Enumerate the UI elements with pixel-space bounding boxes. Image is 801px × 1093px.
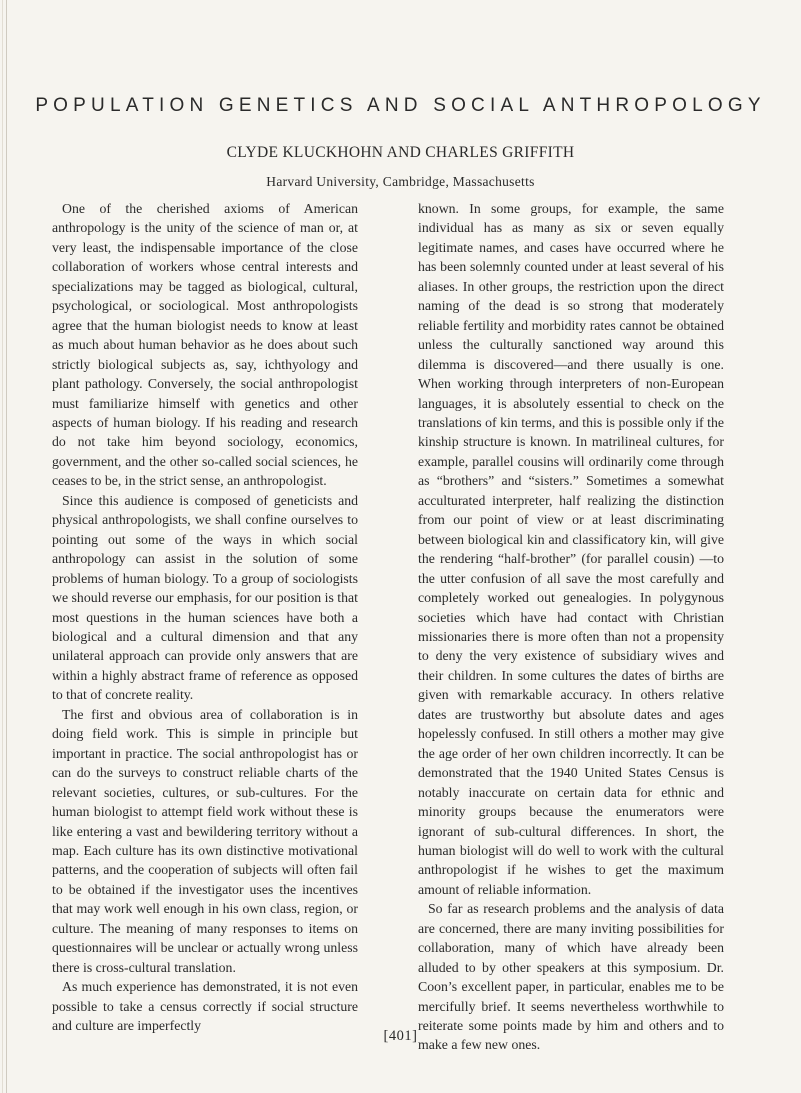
paragraph: So far as research problems and the analysis of data are concerned, there are many inviting possibilities for collaboration, many of which have already been alluded to by other speakers at this symposium. Dr. Coon’s excellent paper, in particular, enables me to be mercifully brief. It seems nevertheless worthwhile to reiterate some points made by him and others and to make a few new ones. <box>418 901 724 1053</box>
paragraph: Since this audience is composed of geneticists and physical anthropologists, we shall confine ourselves to pointing out some of the ways in which social anthropology can assist in the solution of some problems of human biology. To a group of sociologists we should reverse our emphasis, for our position is that most questions in the human sciences have both a biological and a cultural dimension and that any unilateral approach can provide only answers that are within a highly abstract frame of reference as opposed to that of concrete reality. <box>52 492 358 703</box>
paper-title: POPULATION GENETICS AND SOCIAL ANTHROPOLOGY <box>35 95 766 116</box>
page-edge-line <box>6 0 7 1093</box>
left-column <box>52 199 358 1035</box>
page-edge-shadow <box>2 0 3 1093</box>
paper-affiliation: Harvard University, Cambridge, Massachusetts <box>266 174 535 189</box>
paragraph: As much experience has demonstrated, it is not even possible to take a census correctly if social structure and culture are imperfectly <box>52 979 358 1034</box>
paragraph: The first and obvious area of collaboration is in doing field work. This is simple in principle but important in practice. The social anthropologist has or can do the surveys to construct reliable charts of the relevant societies, cultures, or sub-cultures. For the human biologist to attempt field work without these is like entering a vast and bewildering territory without a map. Each culture has its own distinctive motivational patterns, and the cooperation of subjects will often fail to be obtained if the investigator uses the incentives that may work well enough in his own class, region, or culture. The meaning of many responses to items on questionnaires will be unclear or actually wrong unless there is cross-cultural translation. <box>52 706 358 975</box>
paragraph: known. In some groups, for example, the same individual has as many as six or seven equally legitimate names, and cases have occurred where he has been solemnly counted under at least several of his aliases. In other groups, the restriction upon the direct naming of the dead is so strong that moderately reliable fertility and morbidity rates cannot be obtained unless the culturally sanctioned way around this dilemma is discovered—and there usually is one. When working through interpreters of non-European languages, it is absolutely essential to check on the translations of kin terms, and this is possible only if the kinship structure is known. In matrilineal cultures, for example, parallel cousins will ordinarily come through as “brothers” and “sisters.” Sometimes a somewhat acculturated interpreter, half realizing the distinction from our point of view or at least discriminating between biological kin and classificatory kin, will give the rendering “half-brother” (for parallel cousin) —to the utter confusion of all save the most carefully and completely worked out genealogies. In polygynous societies which have had contact with Christian missionaries there is more often than not a propensity to deny the very existence of subsidiary wives and their children. In some cultures the dates of births are given with remarkable accuracy. In others relative dates are trustworthy but absolute dates and ages hopelessly confused. In still others a mother may give the age order of her own children incorrectly. It can be demonstrated that the 1940 United States Census is notably inaccurate on certain data for ethnic and minority groups because the enumerators were ignorant of sub-cultural differences. In short, the human biologist will do well to work with the cultural anthropologist if he wishes to get the maximum amount of reliable information. <box>418 201 724 897</box>
page-number: [401] <box>383 1028 418 1044</box>
paper-authors: CLYDE KLUCKHOHN AND CHARLES GRIFFITH <box>226 144 575 161</box>
right-column <box>418 199 724 1055</box>
paragraph: One of the cherished axioms of American anthropology is the unity of the science of man or, at very least, the indispensable importance of the close collaboration of workers whose central interests and specializations may be tagged as biological, cultural, psychological, or sociological. Most anthropologists agree that the human biologist needs to know at least as much about human behavior as he does about such strictly biological subjects as, say, ichthyology and plant pathology. Conversely, the social anthropologist must familiarize himself with genetics and other aspects of human biology. If his reading and research do not take him beyond sociology, economics, government, and the other so-called social sciences, he ceases to be, in the strict sense, an anthropologist. <box>52 201 358 489</box>
